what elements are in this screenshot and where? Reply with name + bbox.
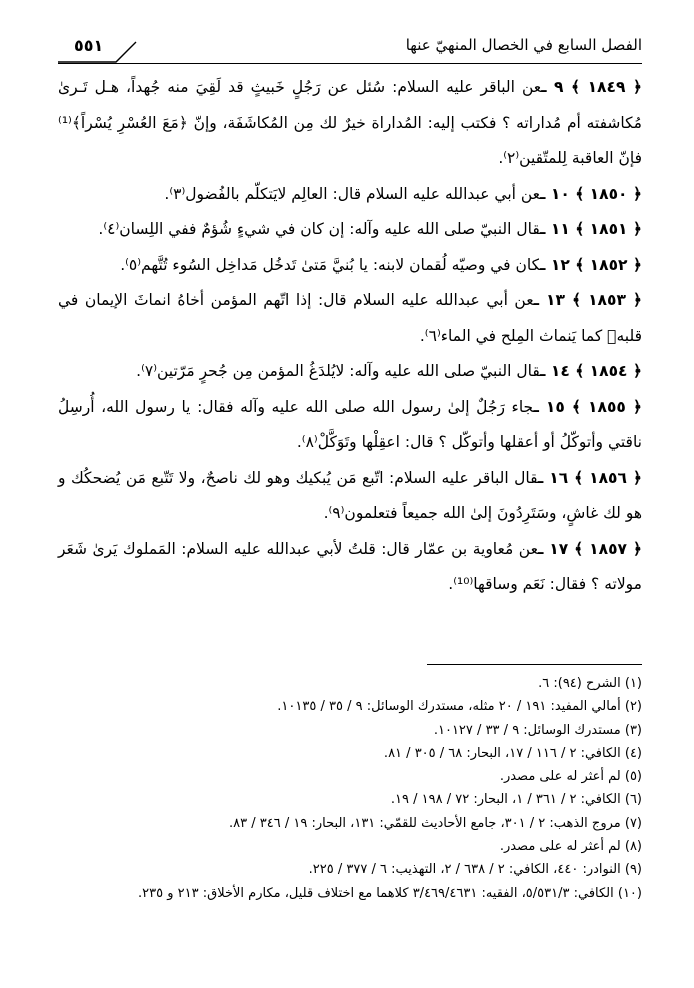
footnote-separator [427, 664, 642, 665]
hadith-text: قال النبيّ صلى الله عليه وآله: إن كان في شيءٍ شُؤمٌ ففي اللِسان⁽٤⁾. [98, 220, 541, 238]
hadith-text: عن أبي عبدالله عليه السلام قال: إذا اتّهم المؤمن أخاهُ انماثَ الإيمان في قلبهٖ كما يَنماث المِلح في الماء⁽٦⁾. [58, 291, 642, 345]
hadith-number: ﴿ ١٨٥٣ ﴾ ١٣ ـ [533, 291, 642, 309]
hadith-entry [58, 177, 642, 213]
hadith-entry [58, 390, 642, 461]
hadith-entry [58, 461, 642, 532]
hadith-number: ﴿ ١٨٥٧ ﴾ ١٧ ـ [538, 539, 643, 558]
hadith-entry [58, 354, 642, 390]
chapter-title: الفصل السابع في الخصال المنهيّ عنها [405, 36, 642, 54]
footnote: (٢) أمالي المفيد: ١٩١ / ٢٠ مثله، مستدرك الوسائل: ٩ / ٣٥ / ١٠١٣٥. [277, 699, 642, 715]
hadith-text: عن الباقر عليه السلام: سُئل عن رَجُلٍ خَبيثٍ قد لَقِيَ منه جُهداً، هـل تَـرىٰ مُكاشفته أم مُداراته ؟ فكتب إليه: المُداراة خيرٌ لك مِن المُكاشَفَة، وإنّ ﴿مَعَ العُسْرِ يُسْراً﴾⁽¹⁾ فإنّ العاقبة لِلمتّقين⁽٢⁾. [58, 78, 642, 167]
page-number: ٥٥١ [74, 36, 104, 55]
footnotes [58, 672, 642, 905]
hadith-number: ﴿ ١٨٥٤ ﴾ ١٤ ـ [540, 362, 642, 380]
footnote: (٤) الكافي: ٢ / ١١٦ / ١٧، البحار: ٦٨ / ٣٠٥ / ٨١. [383, 745, 642, 761]
footnote: (٨) لم أعثر له على مصدر. [499, 839, 642, 855]
hadith-text: قال النبيّ صلى الله عليه وآله: لايُلدَغُ المؤمن مِن جُحرٍ مَرّتين⁽٧⁾. [136, 362, 541, 380]
hadith-entry [58, 248, 642, 284]
hadith-entry [58, 283, 642, 354]
hadith-text: جاء رَجُلٌ إلىٰ رسول الله صلى الله عليه وآله فقال: يا رسول الله، أُرسِلُ ناقتي وأتوكّلُ أو أعقلها وأتوكّل ؟ قال: اعقِلْها وتَوَكَّلْ⁽٨⁾. [58, 397, 642, 451]
hadith-text: كان في وصيّه لُقمان لابنه: يا بُنيَّ مَتىٰ تَدخُل مَداخِل السُوء تُتَّهم⁽٥⁾. [120, 255, 541, 274]
footnote: (٣) مستدرك الوسائل: ٩ / ٣٣ / ١٠١٢٧. [433, 722, 642, 738]
hadith-text: عن مُعاوية بن عمّار قال: قلتُ لأبي عبدالله عليه السلام: المَملوك يَرىٰ شَعَر مولاته ؟ فقال: نَعَم وساقها⁽¹⁰⁾. [58, 539, 642, 593]
footnote: (١) الشرح (٩٤): ٦. [538, 676, 642, 691]
hadith-text: قال الباقر عليه السلام: اتّبع مَن يُبكيك وهو لك ناصحٌ، ولا تَتّبع مَن يُضحكُك و هو لك غاشٍ، وسَتَرِدُونَ إلىٰ الله جميعاً فتعلمون⁽٩⁾. [58, 468, 642, 522]
hadith-list [58, 70, 642, 603]
hadith-entry [58, 70, 642, 177]
footnote: (٥) لم أعثر له على مصدر. [499, 769, 642, 785]
hadith-text: عن أبي عبدالله عليه السلام قال: العالِم لايَتكلّم بالفُضول⁽٣⁾. [164, 184, 541, 203]
hadith-entry [58, 212, 642, 248]
hadith-number: ﴿ ١٨٥٥ ﴾ ١٥ ـ [533, 397, 643, 416]
hadith-number: ﴿ ١٨٥٦ ﴾ ١٦ ـ [537, 468, 643, 487]
footnote: (٦) الكافي: ٢ / ٣٦١ / ١، البحار: ٧٢ / ١٩٨ / ١٩. [390, 792, 642, 808]
hadith-number: ﴿ ١٨٥٢ ﴾ ١٢ ـ [540, 255, 642, 274]
running-header [58, 30, 642, 66]
footnote: (٧) مروج الذهب: ٢ / ٣٠١، جامع الأحاديث للقمّي: ١٣١، البحار: ١٩ / ٣٤٦ / ٨٣. [229, 815, 642, 831]
footnote: (٩) النوادر: ٤٤٠، الكافي: ٢ / ٦٣٨ / ٢، التهذيب: ٦ / ٣٧٧ / ٢٢٥. [308, 862, 642, 878]
hadith-number: ﴿ ١٨٥٠ ﴾ ١٠ ـ [540, 184, 642, 203]
header-rule [58, 63, 642, 64]
hadith-entry [58, 532, 642, 603]
footnote: (١٠) الكافي: ٥/٥٣١/٣، الفقيه: ٣/٤٦٩/٤٦٣١ كلاهما مع اختلاف قليل، مكارم الأخلاق: ٢١٣ و ٢٣٥. [138, 885, 642, 901]
hadith-number: ﴿ ١٨٥١ ﴾ ١١ ـ [540, 220, 642, 238]
hadith-number: ﴿ ١٨٤٩ ﴾ ٩ ـ [541, 78, 642, 96]
